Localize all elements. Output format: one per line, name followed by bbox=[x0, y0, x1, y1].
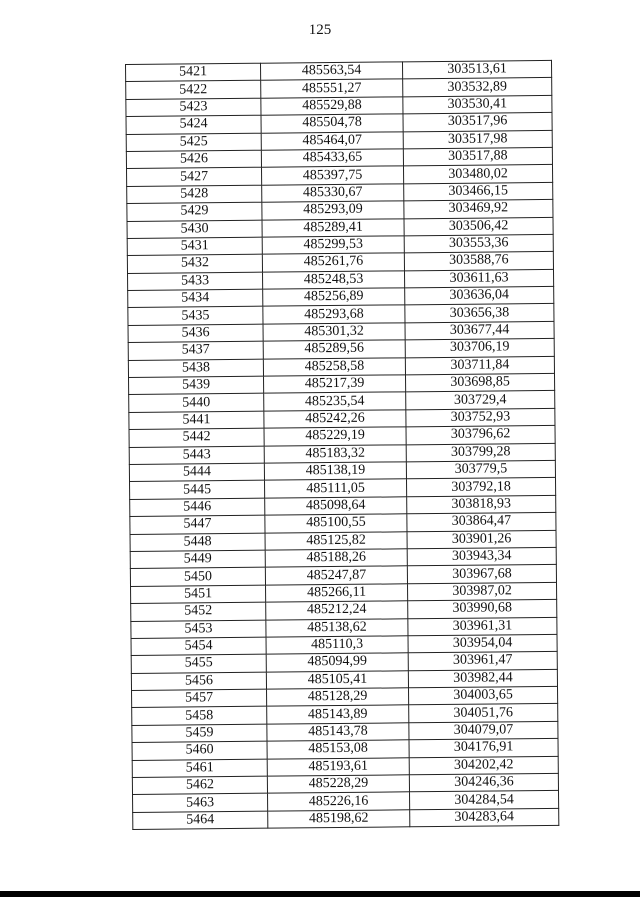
x-coordinate-cell: 485125,82 bbox=[265, 531, 407, 550]
y-coordinate-cell: 303818,93 bbox=[407, 495, 556, 514]
point-number-cell: 5435 bbox=[128, 307, 263, 326]
x-coordinate-cell: 485266,11 bbox=[266, 584, 408, 603]
x-coordinate-cell: 485563,54 bbox=[260, 62, 402, 81]
point-number-cell: 5436 bbox=[128, 324, 263, 343]
point-number-cell: 5438 bbox=[128, 359, 263, 378]
x-coordinate-cell: 485261,76 bbox=[262, 253, 404, 272]
page-number: 125 bbox=[308, 22, 332, 38]
y-coordinate-cell: 303553,36 bbox=[404, 234, 553, 253]
y-coordinate-cell: 303469,92 bbox=[404, 200, 553, 219]
x-coordinate-cell: 485143,89 bbox=[267, 705, 409, 724]
y-coordinate-cell: 303698,85 bbox=[405, 373, 554, 392]
point-number-cell: 5445 bbox=[130, 481, 265, 500]
point-number-cell: 5421 bbox=[126, 63, 261, 82]
point-number-cell: 5447 bbox=[130, 515, 265, 534]
y-coordinate-cell: 303943,34 bbox=[407, 547, 556, 566]
y-coordinate-cell: 303864,47 bbox=[407, 513, 556, 532]
point-number-cell: 5440 bbox=[129, 394, 264, 413]
y-coordinate-cell: 304284,54 bbox=[410, 791, 559, 810]
x-coordinate-cell: 485301,32 bbox=[263, 323, 405, 342]
table-row bbox=[133, 808, 559, 829]
y-coordinate-cell: 303588,76 bbox=[404, 252, 553, 271]
y-coordinate-cell: 303656,38 bbox=[405, 304, 554, 323]
x-coordinate-cell: 485138,19 bbox=[264, 462, 406, 481]
y-coordinate-cell: 303792,18 bbox=[406, 478, 555, 497]
x-coordinate-cell: 485143,78 bbox=[267, 723, 409, 742]
point-number-cell: 5431 bbox=[127, 237, 262, 256]
x-coordinate-cell: 485258,58 bbox=[263, 357, 405, 376]
point-number-cell: 5450 bbox=[130, 568, 265, 587]
point-number-cell: 5461 bbox=[132, 759, 267, 778]
point-number-cell: 5422 bbox=[126, 81, 261, 100]
x-coordinate-cell: 485247,87 bbox=[265, 566, 407, 585]
point-number-cell: 5439 bbox=[129, 376, 264, 395]
point-number-cell: 5462 bbox=[132, 776, 267, 795]
x-coordinate-cell: 485242,26 bbox=[264, 410, 406, 429]
y-coordinate-cell: 303954,04 bbox=[408, 634, 557, 653]
y-coordinate-cell: 303711,84 bbox=[405, 356, 554, 375]
point-number-cell: 5432 bbox=[127, 254, 262, 273]
x-coordinate-cell: 485228,29 bbox=[267, 775, 409, 794]
point-number-cell: 5444 bbox=[129, 463, 264, 482]
point-number-cell: 5427 bbox=[127, 168, 262, 187]
x-coordinate-cell: 485188,26 bbox=[265, 549, 407, 568]
y-coordinate-cell: 304283,64 bbox=[410, 808, 559, 827]
point-number-cell: 5460 bbox=[132, 741, 267, 760]
y-coordinate-cell: 303506,42 bbox=[404, 217, 553, 236]
x-coordinate-cell: 485193,61 bbox=[267, 757, 409, 776]
x-coordinate-cell: 485100,55 bbox=[265, 514, 407, 533]
point-number-cell: 5428 bbox=[127, 185, 262, 204]
coordinates-table-wrapper bbox=[125, 60, 558, 830]
y-coordinate-cell: 303796,62 bbox=[406, 426, 555, 445]
y-coordinate-cell: 304003,65 bbox=[409, 686, 558, 705]
x-coordinate-cell: 485551,27 bbox=[261, 79, 403, 98]
x-coordinate-cell: 485198,62 bbox=[268, 810, 410, 829]
x-coordinate-cell: 485153,08 bbox=[267, 740, 409, 759]
y-coordinate-cell: 303611,63 bbox=[404, 269, 553, 288]
point-number-cell: 5442 bbox=[129, 428, 264, 447]
y-coordinate-cell: 304202,42 bbox=[409, 756, 558, 775]
point-number-cell: 5455 bbox=[131, 654, 266, 673]
point-number-cell: 5426 bbox=[126, 150, 261, 169]
y-coordinate-cell: 303706,19 bbox=[405, 339, 554, 358]
y-coordinate-cell: 304079,07 bbox=[409, 721, 558, 740]
x-coordinate-cell: 485183,32 bbox=[264, 444, 406, 463]
point-number-cell: 5463 bbox=[133, 794, 268, 813]
point-number-cell: 5441 bbox=[129, 411, 264, 430]
x-coordinate-cell: 485289,41 bbox=[262, 218, 404, 237]
point-number-cell: 5446 bbox=[130, 498, 265, 517]
y-coordinate-cell: 303729,4 bbox=[406, 391, 555, 410]
x-coordinate-cell: 485293,68 bbox=[263, 305, 405, 324]
point-number-cell: 5433 bbox=[128, 272, 263, 291]
y-coordinate-cell: 303466,15 bbox=[404, 182, 553, 201]
point-number-cell: 5453 bbox=[131, 620, 266, 639]
point-number-cell: 5425 bbox=[126, 133, 261, 152]
y-coordinate-cell: 303961,31 bbox=[408, 617, 557, 636]
x-coordinate-cell: 485128,29 bbox=[267, 688, 409, 707]
x-coordinate-cell: 485504,78 bbox=[261, 114, 403, 133]
x-coordinate-cell: 485105,41 bbox=[266, 670, 408, 689]
x-coordinate-cell: 485226,16 bbox=[268, 792, 410, 811]
point-number-cell: 5452 bbox=[131, 602, 266, 621]
point-number-cell: 5451 bbox=[131, 585, 266, 604]
point-number-cell: 5437 bbox=[128, 341, 263, 360]
x-coordinate-cell: 485138,62 bbox=[266, 618, 408, 637]
y-coordinate-cell: 304246,36 bbox=[409, 773, 558, 792]
x-coordinate-cell: 485289,56 bbox=[263, 340, 405, 359]
y-coordinate-cell: 303990,68 bbox=[408, 599, 557, 618]
y-coordinate-cell: 303779,5 bbox=[406, 460, 555, 479]
y-coordinate-cell: 303677,44 bbox=[405, 321, 554, 340]
point-number-cell: 5443 bbox=[129, 446, 264, 465]
y-coordinate-cell: 303530,41 bbox=[403, 95, 552, 114]
y-coordinate-cell: 303517,88 bbox=[403, 147, 552, 166]
coordinates-table-body bbox=[126, 60, 559, 829]
point-number-cell: 5454 bbox=[131, 637, 266, 656]
x-coordinate-cell: 485529,88 bbox=[261, 97, 403, 116]
x-coordinate-cell: 485397,75 bbox=[262, 166, 404, 185]
x-coordinate-cell: 485098,64 bbox=[265, 497, 407, 516]
y-coordinate-cell: 303636,04 bbox=[405, 286, 554, 305]
x-coordinate-cell: 485111,05 bbox=[265, 479, 407, 498]
point-number-cell: 5456 bbox=[131, 672, 266, 691]
x-coordinate-cell: 485256,89 bbox=[263, 288, 405, 307]
x-coordinate-cell: 485229,19 bbox=[264, 427, 406, 446]
x-coordinate-cell: 485235,54 bbox=[264, 392, 406, 411]
point-number-cell: 5449 bbox=[130, 550, 265, 569]
y-coordinate-cell: 303517,96 bbox=[403, 113, 552, 132]
point-number-cell: 5464 bbox=[133, 811, 268, 830]
y-coordinate-cell: 303480,02 bbox=[403, 165, 552, 184]
x-coordinate-cell: 485110,3 bbox=[266, 636, 408, 655]
point-number-cell: 5459 bbox=[132, 724, 267, 743]
x-coordinate-cell: 485464,07 bbox=[261, 131, 403, 150]
x-coordinate-cell: 485299,53 bbox=[262, 236, 404, 255]
y-coordinate-cell: 303967,68 bbox=[407, 565, 556, 584]
y-coordinate-cell: 303982,44 bbox=[408, 669, 557, 688]
x-coordinate-cell: 485433,65 bbox=[261, 149, 403, 168]
x-coordinate-cell: 485094,99 bbox=[266, 653, 408, 672]
x-coordinate-cell: 485293,09 bbox=[262, 201, 404, 220]
y-coordinate-cell: 303517,98 bbox=[403, 130, 552, 149]
point-number-cell: 5457 bbox=[132, 689, 267, 708]
y-coordinate-cell: 304051,76 bbox=[409, 704, 558, 723]
y-coordinate-cell: 303799,28 bbox=[406, 443, 555, 462]
x-coordinate-cell: 485217,39 bbox=[264, 375, 406, 394]
scan-bottom-edge bbox=[0, 891, 640, 897]
y-coordinate-cell: 303752,93 bbox=[406, 408, 555, 427]
y-coordinate-cell: 303513,61 bbox=[402, 60, 551, 79]
point-number-cell: 5434 bbox=[128, 289, 263, 308]
point-number-cell: 5458 bbox=[132, 707, 267, 726]
point-number-cell: 5448 bbox=[130, 533, 265, 552]
point-number-cell: 5424 bbox=[126, 115, 261, 134]
point-number-cell: 5429 bbox=[127, 202, 262, 221]
y-coordinate-cell: 304176,91 bbox=[409, 739, 558, 758]
x-coordinate-cell: 485212,24 bbox=[266, 601, 408, 620]
y-coordinate-cell: 303532,89 bbox=[403, 78, 552, 97]
coordinates-table bbox=[125, 60, 559, 830]
point-number-cell: 5430 bbox=[127, 220, 262, 239]
point-number-cell: 5423 bbox=[126, 98, 261, 117]
x-coordinate-cell: 485330,67 bbox=[262, 184, 404, 203]
y-coordinate-cell: 303961,47 bbox=[408, 652, 557, 671]
y-coordinate-cell: 303901,26 bbox=[407, 530, 556, 549]
x-coordinate-cell: 485248,53 bbox=[263, 271, 405, 290]
y-coordinate-cell: 303987,02 bbox=[408, 582, 557, 601]
